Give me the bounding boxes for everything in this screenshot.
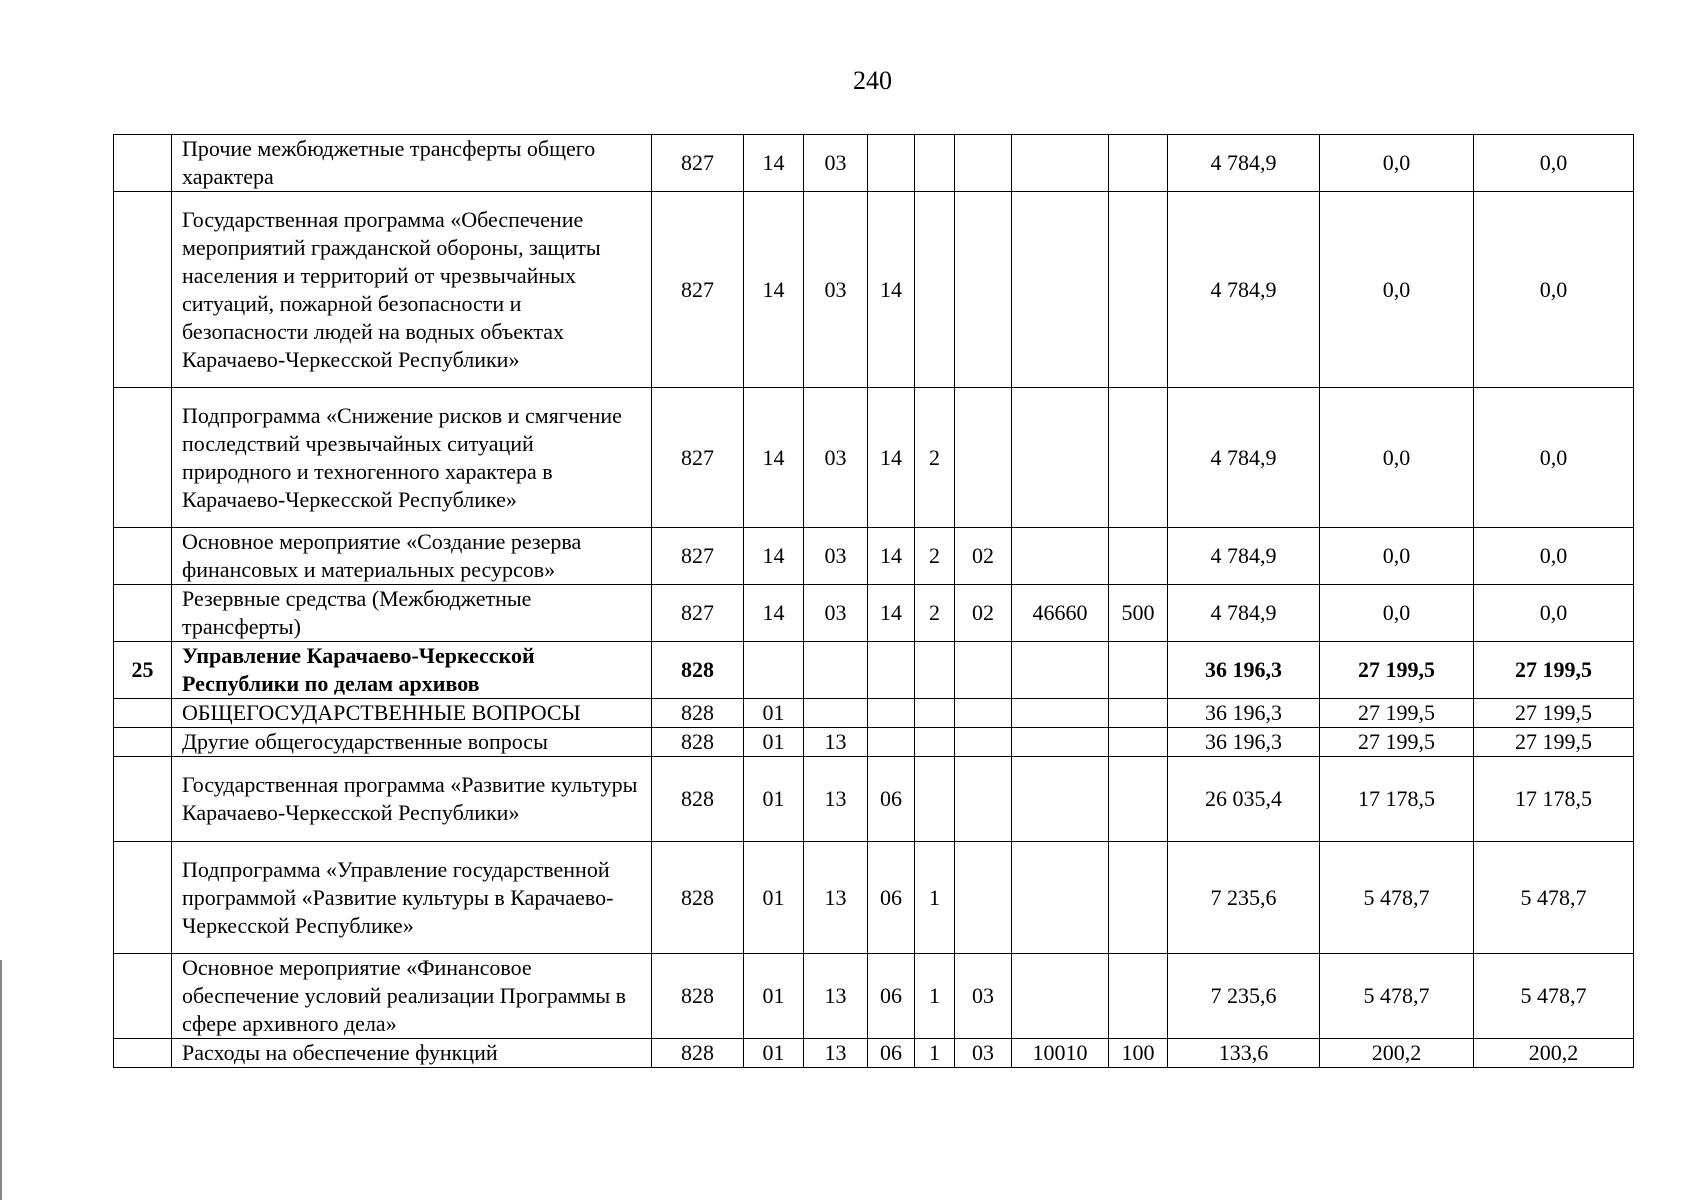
row-number-cell [114, 528, 172, 585]
row-number-cell [114, 388, 172, 528]
event-code-cell [955, 135, 1012, 192]
sum-year3-cell: 5 478,7 [1474, 954, 1634, 1039]
subsection-code-cell: 13 [804, 757, 868, 842]
sum-year3-cell: 200,2 [1474, 1039, 1634, 1068]
ministry-code-cell: 828 [652, 954, 744, 1039]
subsection-code-cell: 03 [804, 135, 868, 192]
row-name-cell: Основное мероприятие «Финансовое обеспечение условий реализации Программы в сфере архивного дела» [172, 954, 652, 1039]
program-code-cell: 14 [868, 585, 915, 642]
subsection-code-cell [804, 699, 868, 728]
row-name-cell: Расходы на обеспечение функций [172, 1039, 652, 1068]
sum-year3-cell: 17 178,5 [1474, 757, 1634, 842]
section-code-cell: 14 [744, 192, 804, 388]
sum-year1-cell: 36 196,3 [1168, 699, 1320, 728]
direction-code-cell [1012, 388, 1109, 528]
direction-code-cell [1012, 192, 1109, 388]
page-number: 240 [853, 66, 892, 95]
ministry-code-cell: 828 [652, 699, 744, 728]
direction-code-cell [1012, 842, 1109, 954]
sum-year1-cell: 4 784,9 [1168, 585, 1320, 642]
subsection-code-cell: 03 [804, 528, 868, 585]
table-row [114, 642, 1634, 699]
row-name-cell: ОБЩЕГОСУДАРСТВЕННЫЕ ВОПРОСЫ [172, 699, 652, 728]
program-code-cell: 06 [868, 954, 915, 1039]
sum-year2-cell: 200,2 [1320, 1039, 1474, 1068]
section-code-cell: 01 [744, 757, 804, 842]
section-code-cell: 14 [744, 135, 804, 192]
subsection-code-cell: 13 [804, 1039, 868, 1068]
table-row [114, 757, 1634, 842]
expense-type-cell: 500 [1109, 585, 1168, 642]
row-number-cell [114, 757, 172, 842]
row-number-cell [114, 1039, 172, 1068]
ministry-code-cell: 828 [652, 842, 744, 954]
event-code-cell: 03 [955, 954, 1012, 1039]
direction-code-cell: 10010 [1012, 1039, 1109, 1068]
direction-code-cell [1012, 954, 1109, 1039]
sum-year2-cell: 0,0 [1320, 388, 1474, 528]
sum-year3-cell: 0,0 [1474, 192, 1634, 388]
program-code-cell [868, 728, 915, 757]
table-row [114, 728, 1634, 757]
row-name-cell: Государственная программа «Развитие культуры Карачаево-Черкесской Республики» [172, 757, 652, 842]
direction-code-cell [1012, 135, 1109, 192]
subprogram-code-cell [915, 728, 955, 757]
ministry-code-cell: 828 [652, 728, 744, 757]
subprogram-code-cell [915, 757, 955, 842]
subprogram-code-cell [915, 135, 955, 192]
program-code-cell: 14 [868, 192, 915, 388]
event-code-cell [955, 699, 1012, 728]
row-name-cell: Другие общегосударственные вопросы [172, 728, 652, 757]
row-name-cell: Государственная программа «Обеспечение мероприятий гражданской обороны, защиты населения и территорий от чрезвычайных ситуаций, пожарной безопасности и безопасности людей на водных объектах Карачаево-Черкесской Республики» [172, 192, 652, 388]
row-name-cell: Прочие межбюджетные трансферты общего характера [172, 135, 652, 192]
direction-code-cell [1012, 728, 1109, 757]
program-code-cell: 14 [868, 528, 915, 585]
expense-type-cell [1109, 699, 1168, 728]
table-row [114, 1039, 1634, 1068]
event-code-cell: 03 [955, 1039, 1012, 1068]
sum-year2-cell: 0,0 [1320, 135, 1474, 192]
row-number-cell: 25 [114, 642, 172, 699]
expense-type-cell [1109, 757, 1168, 842]
sum-year1-cell: 133,6 [1168, 1039, 1320, 1068]
row-number-cell [114, 842, 172, 954]
table-row [114, 954, 1634, 1039]
event-code-cell [955, 842, 1012, 954]
direction-code-cell [1012, 642, 1109, 699]
sum-year3-cell: 0,0 [1474, 585, 1634, 642]
section-code-cell [744, 642, 804, 699]
table-row [114, 842, 1634, 954]
sum-year1-cell: 4 784,9 [1168, 388, 1320, 528]
sum-year1-cell: 26 035,4 [1168, 757, 1320, 842]
subsection-code-cell [804, 642, 868, 699]
scan-margin-line [0, 960, 2, 1200]
program-code-cell [868, 699, 915, 728]
sum-year1-cell: 7 235,6 [1168, 954, 1320, 1039]
table-row [114, 699, 1634, 728]
row-name-cell: Подпрограмма «Снижение рисков и смягчение последствий чрезвычайных ситуаций природного и техногенного характера в Карачаево-Черкесской Республике» [172, 388, 652, 528]
sum-year2-cell: 27 199,5 [1320, 642, 1474, 699]
ministry-code-cell: 827 [652, 528, 744, 585]
sum-year3-cell: 0,0 [1474, 388, 1634, 528]
ministry-code-cell: 827 [652, 192, 744, 388]
direction-code-cell [1012, 528, 1109, 585]
ministry-code-cell: 828 [652, 642, 744, 699]
subprogram-code-cell: 2 [915, 528, 955, 585]
event-code-cell [955, 642, 1012, 699]
row-number-cell [114, 585, 172, 642]
subsection-code-cell: 13 [804, 954, 868, 1039]
sum-year3-cell: 0,0 [1474, 528, 1634, 585]
subprogram-code-cell [915, 699, 955, 728]
subprogram-code-cell [915, 642, 955, 699]
sum-year1-cell: 4 784,9 [1168, 135, 1320, 192]
section-code-cell: 01 [744, 954, 804, 1039]
sum-year1-cell: 4 784,9 [1168, 192, 1320, 388]
direction-code-cell: 46660 [1012, 585, 1109, 642]
section-code-cell: 14 [744, 528, 804, 585]
sum-year2-cell: 5 478,7 [1320, 842, 1474, 954]
section-code-cell: 01 [744, 1039, 804, 1068]
event-code-cell: 02 [955, 585, 1012, 642]
expense-type-cell [1109, 728, 1168, 757]
budget-table [113, 134, 1634, 1068]
ministry-code-cell: 827 [652, 135, 744, 192]
sum-year1-cell: 4 784,9 [1168, 528, 1320, 585]
expense-type-cell [1109, 642, 1168, 699]
section-code-cell: 01 [744, 699, 804, 728]
program-code-cell [868, 135, 915, 192]
row-number-cell [114, 699, 172, 728]
row-number-cell [114, 192, 172, 388]
event-code-cell [955, 757, 1012, 842]
sum-year2-cell: 27 199,5 [1320, 728, 1474, 757]
sum-year2-cell: 0,0 [1320, 585, 1474, 642]
sum-year2-cell: 27 199,5 [1320, 699, 1474, 728]
program-code-cell: 06 [868, 757, 915, 842]
table-row [114, 135, 1634, 192]
table-row [114, 192, 1634, 388]
table-row [114, 528, 1634, 585]
expense-type-cell [1109, 192, 1168, 388]
event-code-cell [955, 388, 1012, 528]
section-code-cell: 01 [744, 728, 804, 757]
subprogram-code-cell: 1 [915, 1039, 955, 1068]
direction-code-cell [1012, 757, 1109, 842]
ministry-code-cell: 828 [652, 757, 744, 842]
event-code-cell [955, 728, 1012, 757]
event-code-cell: 02 [955, 528, 1012, 585]
row-name-cell: Резервные средства (Межбюджетные трансферты) [172, 585, 652, 642]
sum-year1-cell: 7 235,6 [1168, 842, 1320, 954]
sum-year2-cell: 17 178,5 [1320, 757, 1474, 842]
sum-year3-cell: 5 478,7 [1474, 842, 1634, 954]
ministry-code-cell: 828 [652, 1039, 744, 1068]
sum-year2-cell: 5 478,7 [1320, 954, 1474, 1039]
sum-year3-cell: 27 199,5 [1474, 642, 1634, 699]
section-code-cell: 14 [744, 388, 804, 528]
program-code-cell: 06 [868, 1039, 915, 1068]
sum-year3-cell: 27 199,5 [1474, 699, 1634, 728]
ministry-code-cell: 827 [652, 585, 744, 642]
subsection-code-cell: 03 [804, 388, 868, 528]
subsection-code-cell: 13 [804, 728, 868, 757]
budget-table-body [114, 135, 1634, 1068]
sum-year3-cell: 27 199,5 [1474, 728, 1634, 757]
subsection-code-cell: 03 [804, 585, 868, 642]
subprogram-code-cell [915, 192, 955, 388]
program-code-cell [868, 642, 915, 699]
subsection-code-cell: 13 [804, 842, 868, 954]
subprogram-code-cell: 2 [915, 585, 955, 642]
ministry-code-cell: 827 [652, 388, 744, 528]
expense-type-cell [1109, 388, 1168, 528]
row-name-cell: Подпрограмма «Управление государственной программой «Развитие культуры в Карачаево-Черкесской Республике» [172, 842, 652, 954]
row-number-cell [114, 135, 172, 192]
expense-type-cell [1109, 135, 1168, 192]
section-code-cell: 01 [744, 842, 804, 954]
program-code-cell: 14 [868, 388, 915, 528]
subprogram-code-cell: 2 [915, 388, 955, 528]
expense-type-cell [1109, 954, 1168, 1039]
expense-type-cell [1109, 842, 1168, 954]
row-name-cell: Основное мероприятие «Создание резерва финансовых и материальных ресурсов» [172, 528, 652, 585]
sum-year3-cell: 0,0 [1474, 135, 1634, 192]
subsection-code-cell: 03 [804, 192, 868, 388]
section-code-cell: 14 [744, 585, 804, 642]
sum-year1-cell: 36 196,3 [1168, 642, 1320, 699]
program-code-cell: 06 [868, 842, 915, 954]
event-code-cell [955, 192, 1012, 388]
subprogram-code-cell: 1 [915, 954, 955, 1039]
sum-year1-cell: 36 196,3 [1168, 728, 1320, 757]
row-number-cell [114, 954, 172, 1039]
expense-type-cell [1109, 528, 1168, 585]
expense-type-cell: 100 [1109, 1039, 1168, 1068]
subprogram-code-cell: 1 [915, 842, 955, 954]
sum-year2-cell: 0,0 [1320, 528, 1474, 585]
row-name-cell: Управление Карачаево-Черкесской Республики по делам архивов [172, 642, 652, 699]
sum-year2-cell: 0,0 [1320, 192, 1474, 388]
table-row [114, 585, 1634, 642]
direction-code-cell [1012, 699, 1109, 728]
row-number-cell [114, 728, 172, 757]
table-row [114, 388, 1634, 528]
